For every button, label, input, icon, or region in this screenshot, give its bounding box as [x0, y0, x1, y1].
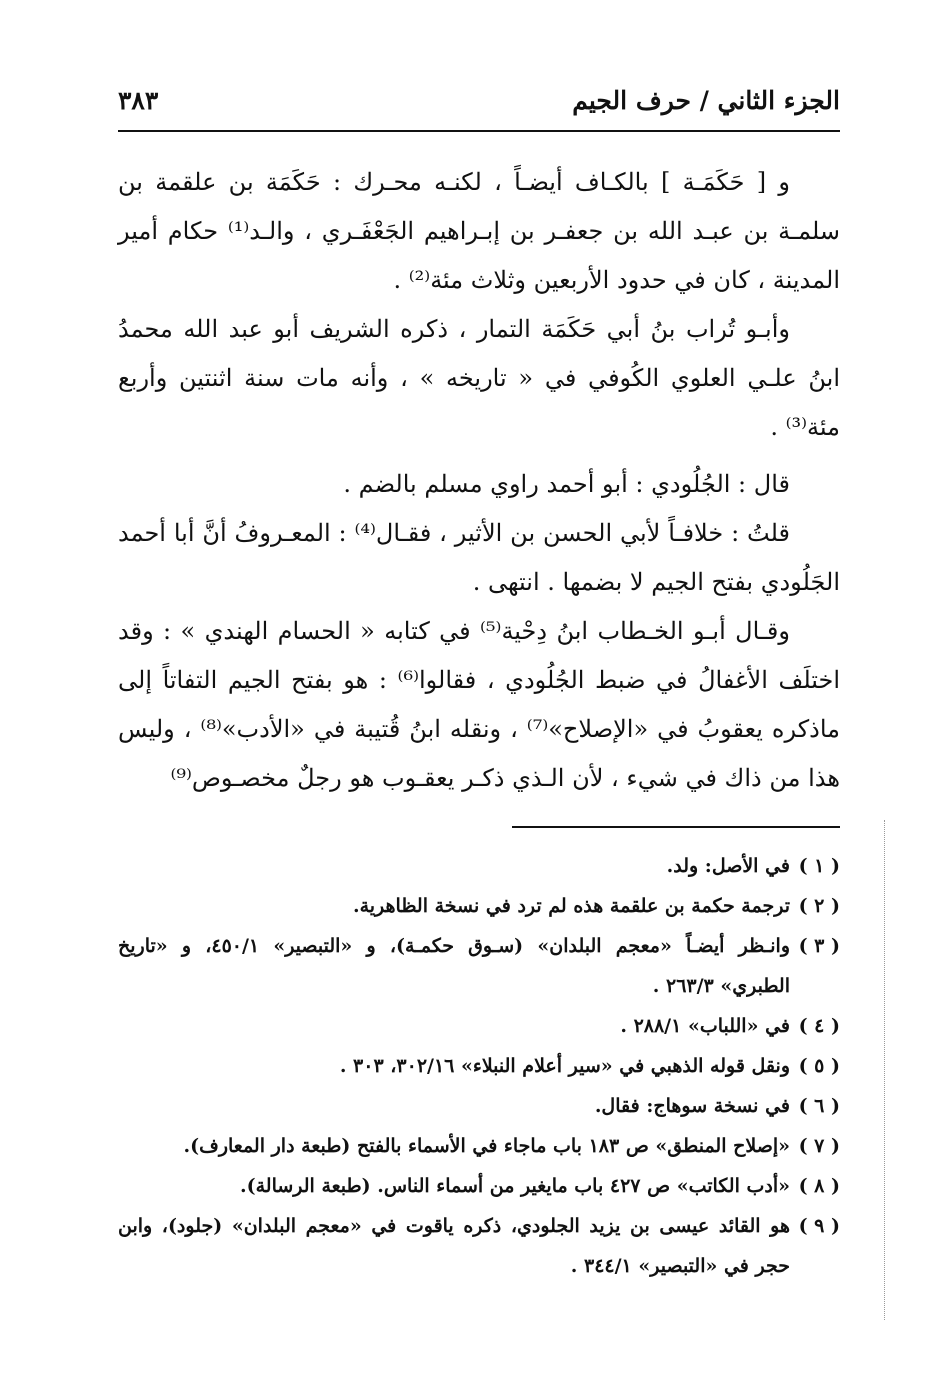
footnote-text: في «اللباب» ٢٨٨/١ .	[620, 1015, 790, 1037]
footnote-number: ( ٣ )	[798, 935, 840, 957]
paragraph-abu-turab: وأبـو تُراب بنُ أبي حَكَمَة التمار ، ذكره الشريف أبو عبد الله محمدُ ابنُ علـي العلوي الكُوفي في « تاريخه » ، وأنه مات سنة اثنتين وأربع مئة⁽³⁾ .	[118, 315, 840, 441]
footnote-text: في نسخة سوهاج: فقال.	[594, 1095, 790, 1117]
scan-edge-dots	[884, 820, 885, 1320]
footnote-number: ( ٩ )	[798, 1215, 840, 1237]
footnote-3	[118, 926, 840, 1006]
footnotes	[118, 846, 840, 1286]
footnote-divider	[512, 826, 840, 828]
footnote-text: في الأصل: ولد.	[666, 855, 790, 877]
footnote-number: ( ٢ )	[798, 895, 840, 917]
footnote-number: ( ٧ )	[798, 1135, 840, 1157]
paragraph-hakama: و [ حَكَمَـة ] بالكـاف أيضـاً ، لكنـه محـرك : حَكَمَة بن علقمة بن سلمـة بن عبـد الله بن جعفـر بن إبـراهيم الجَعْفَـري ، والـد⁽¹⁾ حكام أمير المدينة ، كان في حدود الأربعين وثلاث مئة⁽²⁾ .	[118, 168, 841, 294]
footnote-number: ( ٤ )	[798, 1015, 840, 1037]
footnote-text: هو القائد عيسى بن يزيد الجلودي، ذكره ياقوت في «معجم البلدان» (جلود)، وابن حجر في «التبصير» ٣٤٤/١ .	[118, 1215, 790, 1277]
paragraph-jaludi: قال : الجُلُودي : أبو أحمد راوي مسلم بالضم .	[343, 470, 790, 498]
footnote-number: ( ٦ )	[798, 1095, 840, 1117]
footnote-number: ( ١ )	[798, 855, 840, 877]
page-number: ٣٨٣	[118, 86, 159, 115]
footnote-text: ونقل قوله الذهبي في «سير أعلام النبلاء» ٣٠٢/١٦، ٣٠٣ .	[339, 1055, 790, 1077]
main-text	[118, 158, 840, 803]
footnote-text: وانـظر أيضـاً «معجم البلدان» (سـوق حكمـة)، و «التبصير» ٤٥٠/١، و «تاريخ الطبري» ٢٦٣/٣ .	[118, 935, 791, 997]
header-divider	[118, 130, 840, 132]
footnote-8	[118, 1166, 840, 1206]
paragraph-ibn-dihya: وقـال أبـو الخـطاب ابنُ دِحْية⁽⁵⁾ في كتابه « الحسام الهندي » : وقد اختلَف الأغفالُ في ضبط الجُلُودي ، فقالوا⁽⁶⁾ : هو بفتح الجيم التفاتاً إلى ماذكره يعقوبُ في «الإصلاح»⁽⁷⁾ ، ونقله ابنُ قُتيبة في «الأدب»⁽⁸⁾ ، وليس هذا من ذاك في شيء ، لأن الـذي ذكـر يعقـوب هو رجلٌ مخصـوص⁽⁹⁾	[118, 617, 841, 792]
footnote-2	[118, 886, 840, 926]
paragraph-qultu: قلتُ : خلافـاً لأبي الحسن بن الأثير ، فقـال⁽⁴⁾ : المعـروفُ أنَّ أبا أحمد الجَلُودي بفتح الجيم لا بضمها . انتهى .	[118, 519, 840, 596]
footnote-number: ( ٥ )	[798, 1055, 840, 1077]
running-title: الجزء الثاني / حرف الجيم	[572, 86, 840, 115]
footnote-number: ( ٨ )	[798, 1175, 840, 1197]
footnote-6	[118, 1086, 840, 1126]
footnote-9	[118, 1206, 840, 1286]
footnote-text: «إصلاح المنطق» ص ١٨٣ باب ماجاء في الأسماء بالفتح (طبعة دار المعارف).	[183, 1135, 790, 1157]
footnote-text: ترجمة حكمة بن علقمة هذه لم ترد في نسخة الظاهرية.	[352, 895, 790, 917]
footnote-1	[118, 846, 840, 886]
footnote-text: «أدب الكاتب» ص ٤٢٧ باب مايغير من أسماء الناس. (طبعة الرسالة).	[239, 1175, 790, 1197]
footnote-4	[118, 1006, 840, 1046]
page-header	[118, 86, 840, 126]
footnote-7	[118, 1126, 840, 1166]
footnote-5	[118, 1046, 840, 1086]
